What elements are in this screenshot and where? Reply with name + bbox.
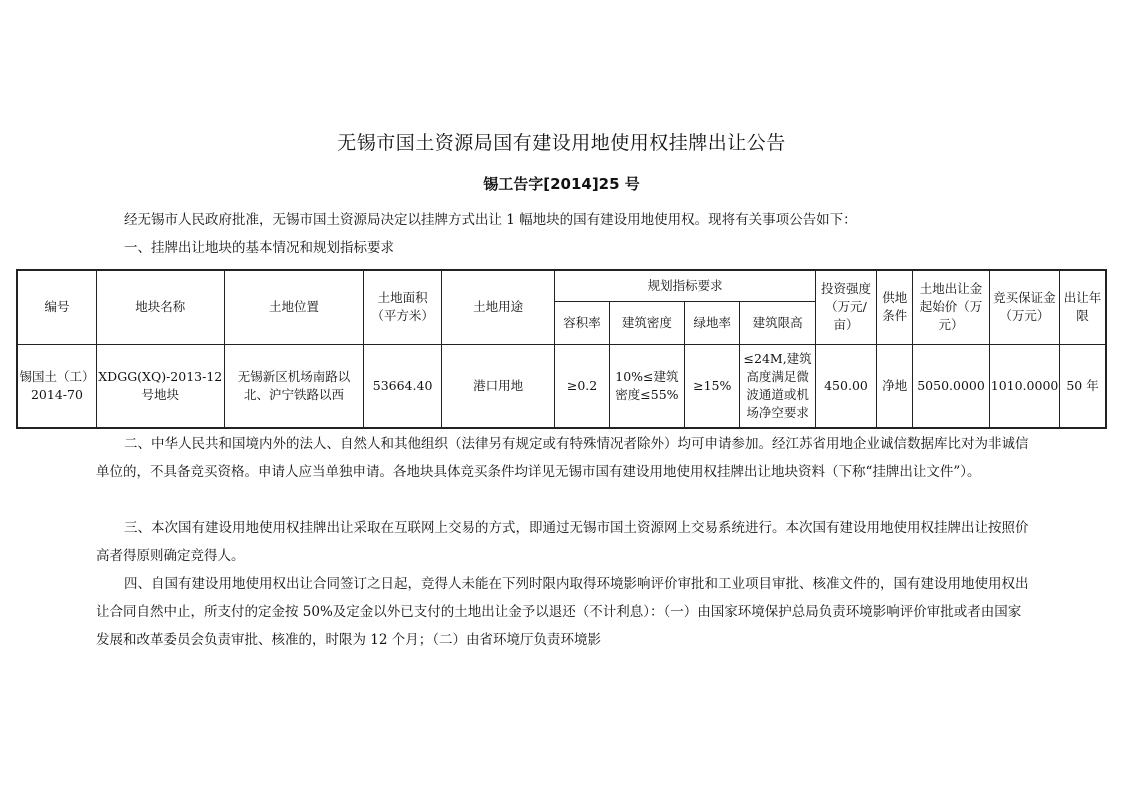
cell-id: 锡国土（工）2014-70	[17, 344, 96, 428]
cell-use: 港口用地	[441, 344, 555, 428]
cell-investment: 450.00	[815, 344, 876, 428]
cell-name: XDGG(XQ)-2013-12号地块	[96, 344, 224, 428]
cell-term: 50 年	[1060, 344, 1106, 428]
header-planning-group: 规划指标要求	[555, 270, 815, 301]
paragraph-3: 三、本次国有建设用地使用权挂牌出让采取在互联网上交易的方式，即通过无锡市国土资源网上交易系统进行。本次国有建设用地使用权挂牌出让按照价高者得原则确定竞得人。	[96, 520, 1029, 564]
header-name: 地块名称	[96, 270, 224, 344]
intro-paragraph: 经无锡市人民政府批准，无锡市国土资源局决定以挂牌方式出让 1 幅地块的国有建设用地使用权。现将有关事项公告如下：	[124, 212, 857, 228]
cell-far: ≥0.2	[555, 344, 609, 428]
header-investment: 投资强度（万元/亩）	[815, 270, 876, 344]
section1-heading: 一、挂牌出让地块的基本情况和规划指标要求	[124, 240, 394, 256]
cell-location: 无锡新区机场南路以北、沪宁铁路以西	[224, 344, 364, 428]
cell-start-price: 5050.0000	[913, 344, 989, 428]
land-parcel-table	[16, 269, 1107, 429]
paragraph-2: 二、中华人民共和国境内外的法人、自然人和其他组织（法律另有规定或有特殊情况者除外）均可申请参加。经江苏省用地企业诚信数据库比对为非诚信单位的，不具备竞买资格。申请人应当单独申请。各地块具体竞买条件均详见无锡市国有建设用地使用权挂牌出让地块资料（下称“挂牌出让文件”）。	[96, 436, 1029, 480]
header-id: 编号	[17, 270, 96, 344]
header-term: 出让年限	[1060, 270, 1106, 344]
header-start-price: 土地出让金起始价（万元）	[913, 270, 989, 344]
header-use: 土地用途	[441, 270, 555, 344]
header-far: 容积率	[555, 301, 609, 344]
header-area: 土地面积（平方米）	[364, 270, 441, 344]
paragraph-4: 四、自国有建设用地使用权出让合同签订之日起，竞得人未能在下列时限内取得环境影响评价审批和工业项目审批、核准文件的，国有建设用地使用权出让合同自然中止，所支付的定金按 50%及定金以外已支付的土地出让金予以退还（不计利息）：（一）由国家环境保护总局负责环境影响评价审批或者由国家发展和改革委员会负责审批、核准的，时限为 12 个月；（二）由省环境厅负责环境影	[96, 576, 1029, 648]
header-density: 建筑密度	[609, 301, 684, 344]
header-deposit: 竞买保证金（万元）	[989, 270, 1059, 344]
cell-green: ≥15%	[685, 344, 740, 428]
header-supply: 供地条件	[877, 270, 913, 344]
header-location: 土地位置	[224, 270, 364, 344]
cell-area: 53664.40	[364, 344, 441, 428]
table-row	[17, 344, 1106, 428]
header-height: 建筑限高	[740, 301, 815, 344]
cell-density: 10%≤建筑密度≤55%	[609, 344, 684, 428]
page-title: 无锡市国土资源局国有建设用地使用权挂牌出让公告	[337, 132, 786, 154]
cell-height: ≤24M,建筑高度满足微波通道或机场净空要求	[740, 344, 815, 428]
cell-supply: 净地	[877, 344, 913, 428]
cell-deposit: 1010.0000	[989, 344, 1059, 428]
document-number: 锡工告字[2014]25 号	[483, 175, 640, 193]
header-green: 绿地率	[685, 301, 740, 344]
